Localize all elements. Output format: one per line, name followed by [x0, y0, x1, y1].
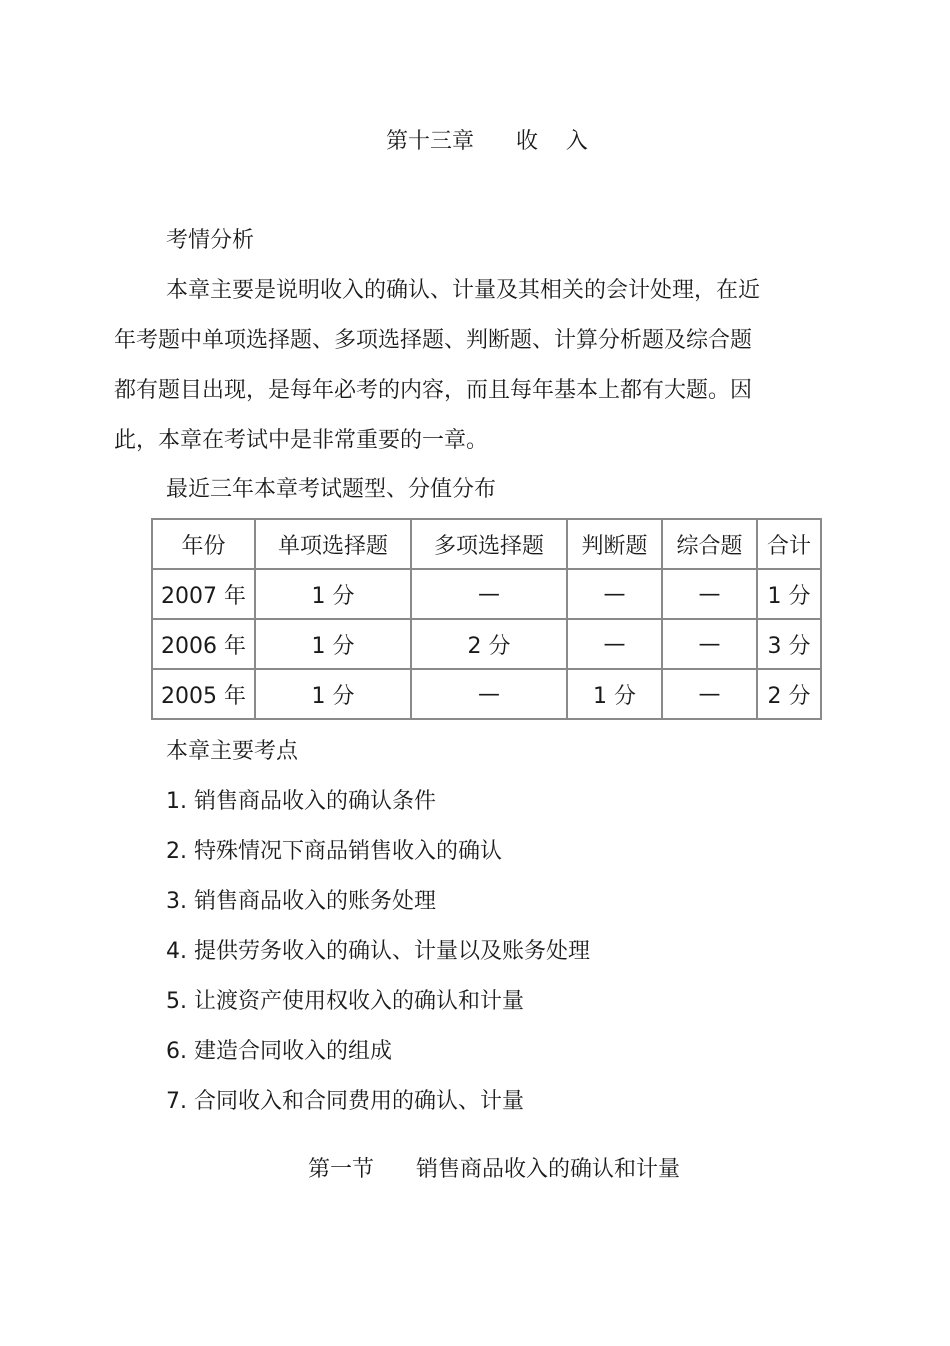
analysis-heading: 考情分析 — [166, 228, 255, 253]
score-distribution-table — [151, 518, 822, 720]
table-cell: — — [567, 619, 662, 669]
table-header-row — [152, 519, 821, 569]
table-cell: 1 分 — [255, 569, 411, 619]
table-cell: — — [662, 669, 757, 719]
analysis-paragraph-line: 都有题目出现，是每年必考的内容，而且每年基本上都有大题。因 — [114, 378, 753, 403]
table-cell: 2007 年 — [152, 569, 255, 619]
table-cell: — — [567, 569, 662, 619]
table-cell: — — [662, 619, 757, 669]
key-point-item: 4. 提供劳务收入的确认、计量以及账务处理 — [166, 939, 590, 964]
key-point-item: 2. 特殊情况下商品销售收入的确认 — [166, 839, 502, 864]
table-cell: — — [662, 569, 757, 619]
header-cell: 年份 — [152, 519, 255, 569]
key-point-item: 6. 建造合同收入的组成 — [166, 1039, 392, 1064]
analysis-paragraph-line: 年考题中单项选择题、多项选择题、判断题、计算分析题及综合题 — [114, 328, 753, 353]
table-cell: 1 分 — [757, 569, 821, 619]
header-cell: 合计 — [757, 519, 821, 569]
table-cell: — — [411, 669, 567, 719]
section-heading: 第一节 销售商品收入的确认和计量 — [308, 1157, 680, 1182]
key-point-item: 5. 让渡资产使用权收入的确认和计量 — [166, 989, 524, 1014]
table-cell: 1 分 — [255, 619, 411, 669]
analysis-paragraph-line: 此，本章在考试中是非常重要的一章。 — [114, 428, 489, 453]
key-point-item: 7. 合同收入和合同费用的确认、计量 — [166, 1089, 524, 1114]
table-cell: 2005 年 — [152, 669, 255, 719]
table-caption: 最近三年本章考试题型、分值分布 — [166, 477, 497, 502]
table-cell: 3 分 — [757, 619, 821, 669]
chapter-title: 第十三章 收 入 — [386, 129, 588, 154]
table-cell: — — [411, 569, 567, 619]
header-cell: 综合题 — [662, 519, 757, 569]
key-point-item: 3. 销售商品收入的账务处理 — [166, 889, 436, 914]
table-cell: 1 分 — [567, 669, 662, 719]
header-cell: 多项选择题 — [411, 519, 567, 569]
key-points-heading: 本章主要考点 — [166, 739, 299, 764]
analysis-paragraph-line: 本章主要是说明收入的确认、计量及其相关的会计处理，在近 — [166, 278, 761, 303]
table-cell: 2006 年 — [152, 619, 255, 669]
table-cell: 2 分 — [411, 619, 567, 669]
table-row — [152, 569, 821, 619]
table-cell: 1 分 — [255, 669, 411, 719]
table-row — [152, 669, 821, 719]
table-cell: 2 分 — [757, 669, 821, 719]
key-point-item: 1. 销售商品收入的确认条件 — [166, 789, 436, 814]
header-cell: 单项选择题 — [255, 519, 411, 569]
table-row — [152, 619, 821, 669]
header-cell: 判断题 — [567, 519, 662, 569]
